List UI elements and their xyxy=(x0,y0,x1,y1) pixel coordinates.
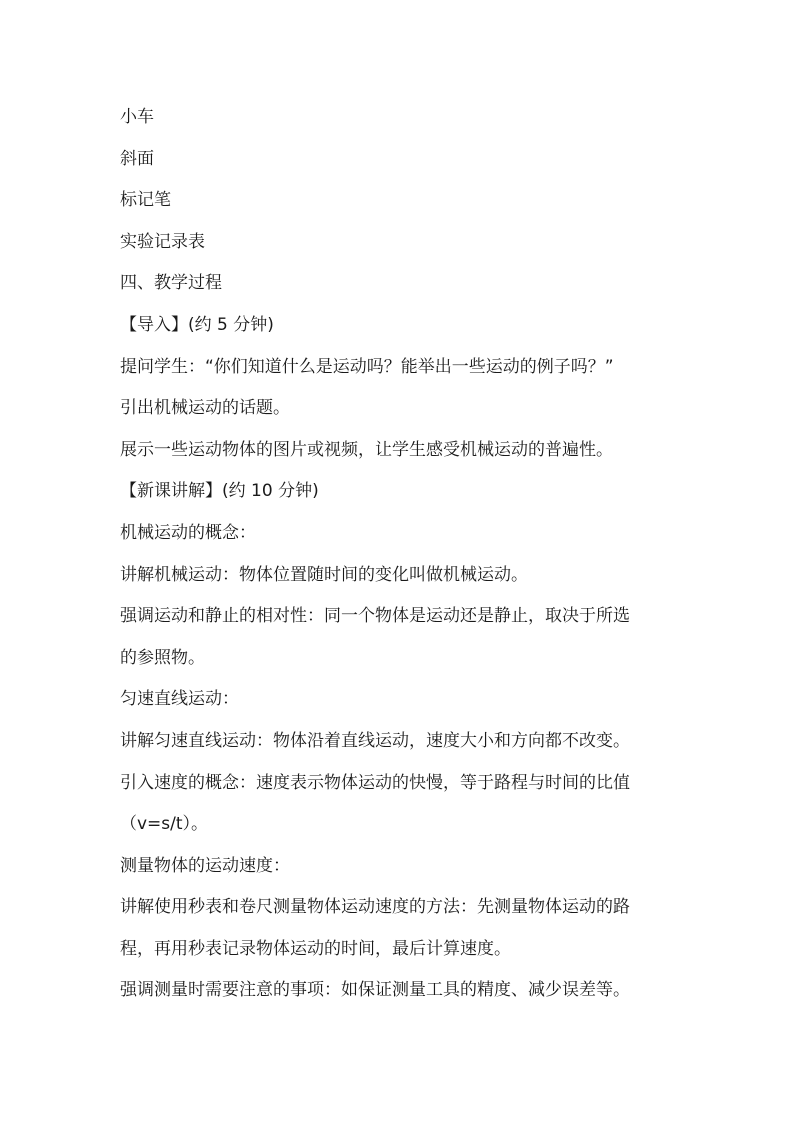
topic-heading-uniform-linear-motion: 匀速直线运动： xyxy=(120,689,239,710)
paragraph-line: 强调运动和静止的相对性：同一个物体是运动还是静止，取决于所选 xyxy=(120,606,630,627)
material-item-ramp: 斜面 xyxy=(120,148,154,169)
paragraph-line: （v=s/t）。 xyxy=(120,814,209,835)
material-item-record-sheet: 实验记录表 xyxy=(120,231,205,252)
paragraph-line: 展示一些运动物体的图片或视频，让学生感受机械运动的普遍性。 xyxy=(120,439,613,460)
paragraph-line: 引出机械运动的话题。 xyxy=(120,398,290,419)
material-item-marker: 标记笔 xyxy=(120,190,171,211)
paragraph-line: 程，再用秒表记录物体运动的时间，最后计算速度。 xyxy=(120,938,511,959)
paragraph-line: 提问学生：“你们知道什么是运动吗？能举出一些运动的例子吗？” xyxy=(120,356,614,377)
paragraph-line: 讲解机械运动：物体位置随时间的变化叫做机械运动。 xyxy=(120,564,528,585)
topic-heading-measure-speed: 测量物体的运动速度： xyxy=(120,855,290,876)
material-item-cart: 小车 xyxy=(120,107,154,127)
paragraph-line: 引入速度的概念：速度表示物体运动的快慢，等于路程与时间的比值 xyxy=(120,772,630,793)
paragraph-line: 强调测量时需要注意的事项：如保证测量工具的精度、减少误差等。 xyxy=(120,980,630,1001)
paragraph-line: 讲解使用秒表和卷尺测量物体运动速度的方法：先测量物体运动的路 xyxy=(120,897,630,918)
subsection-heading-new-lesson: 【新课讲解】(约 10 分钟) xyxy=(120,481,319,502)
paragraph-line: 的参照物。 xyxy=(120,647,205,668)
section-heading-teaching-process: 四、教学过程 xyxy=(120,273,222,294)
topic-heading-mechanical-motion: 机械运动的概念： xyxy=(120,522,256,543)
subsection-heading-introduction: 【导入】(约 5 分钟) xyxy=(120,314,274,335)
document-body xyxy=(120,103,690,1018)
paragraph-line: 讲解匀速直线运动：物体沿着直线运动，速度大小和方向都不改变。 xyxy=(120,730,630,751)
